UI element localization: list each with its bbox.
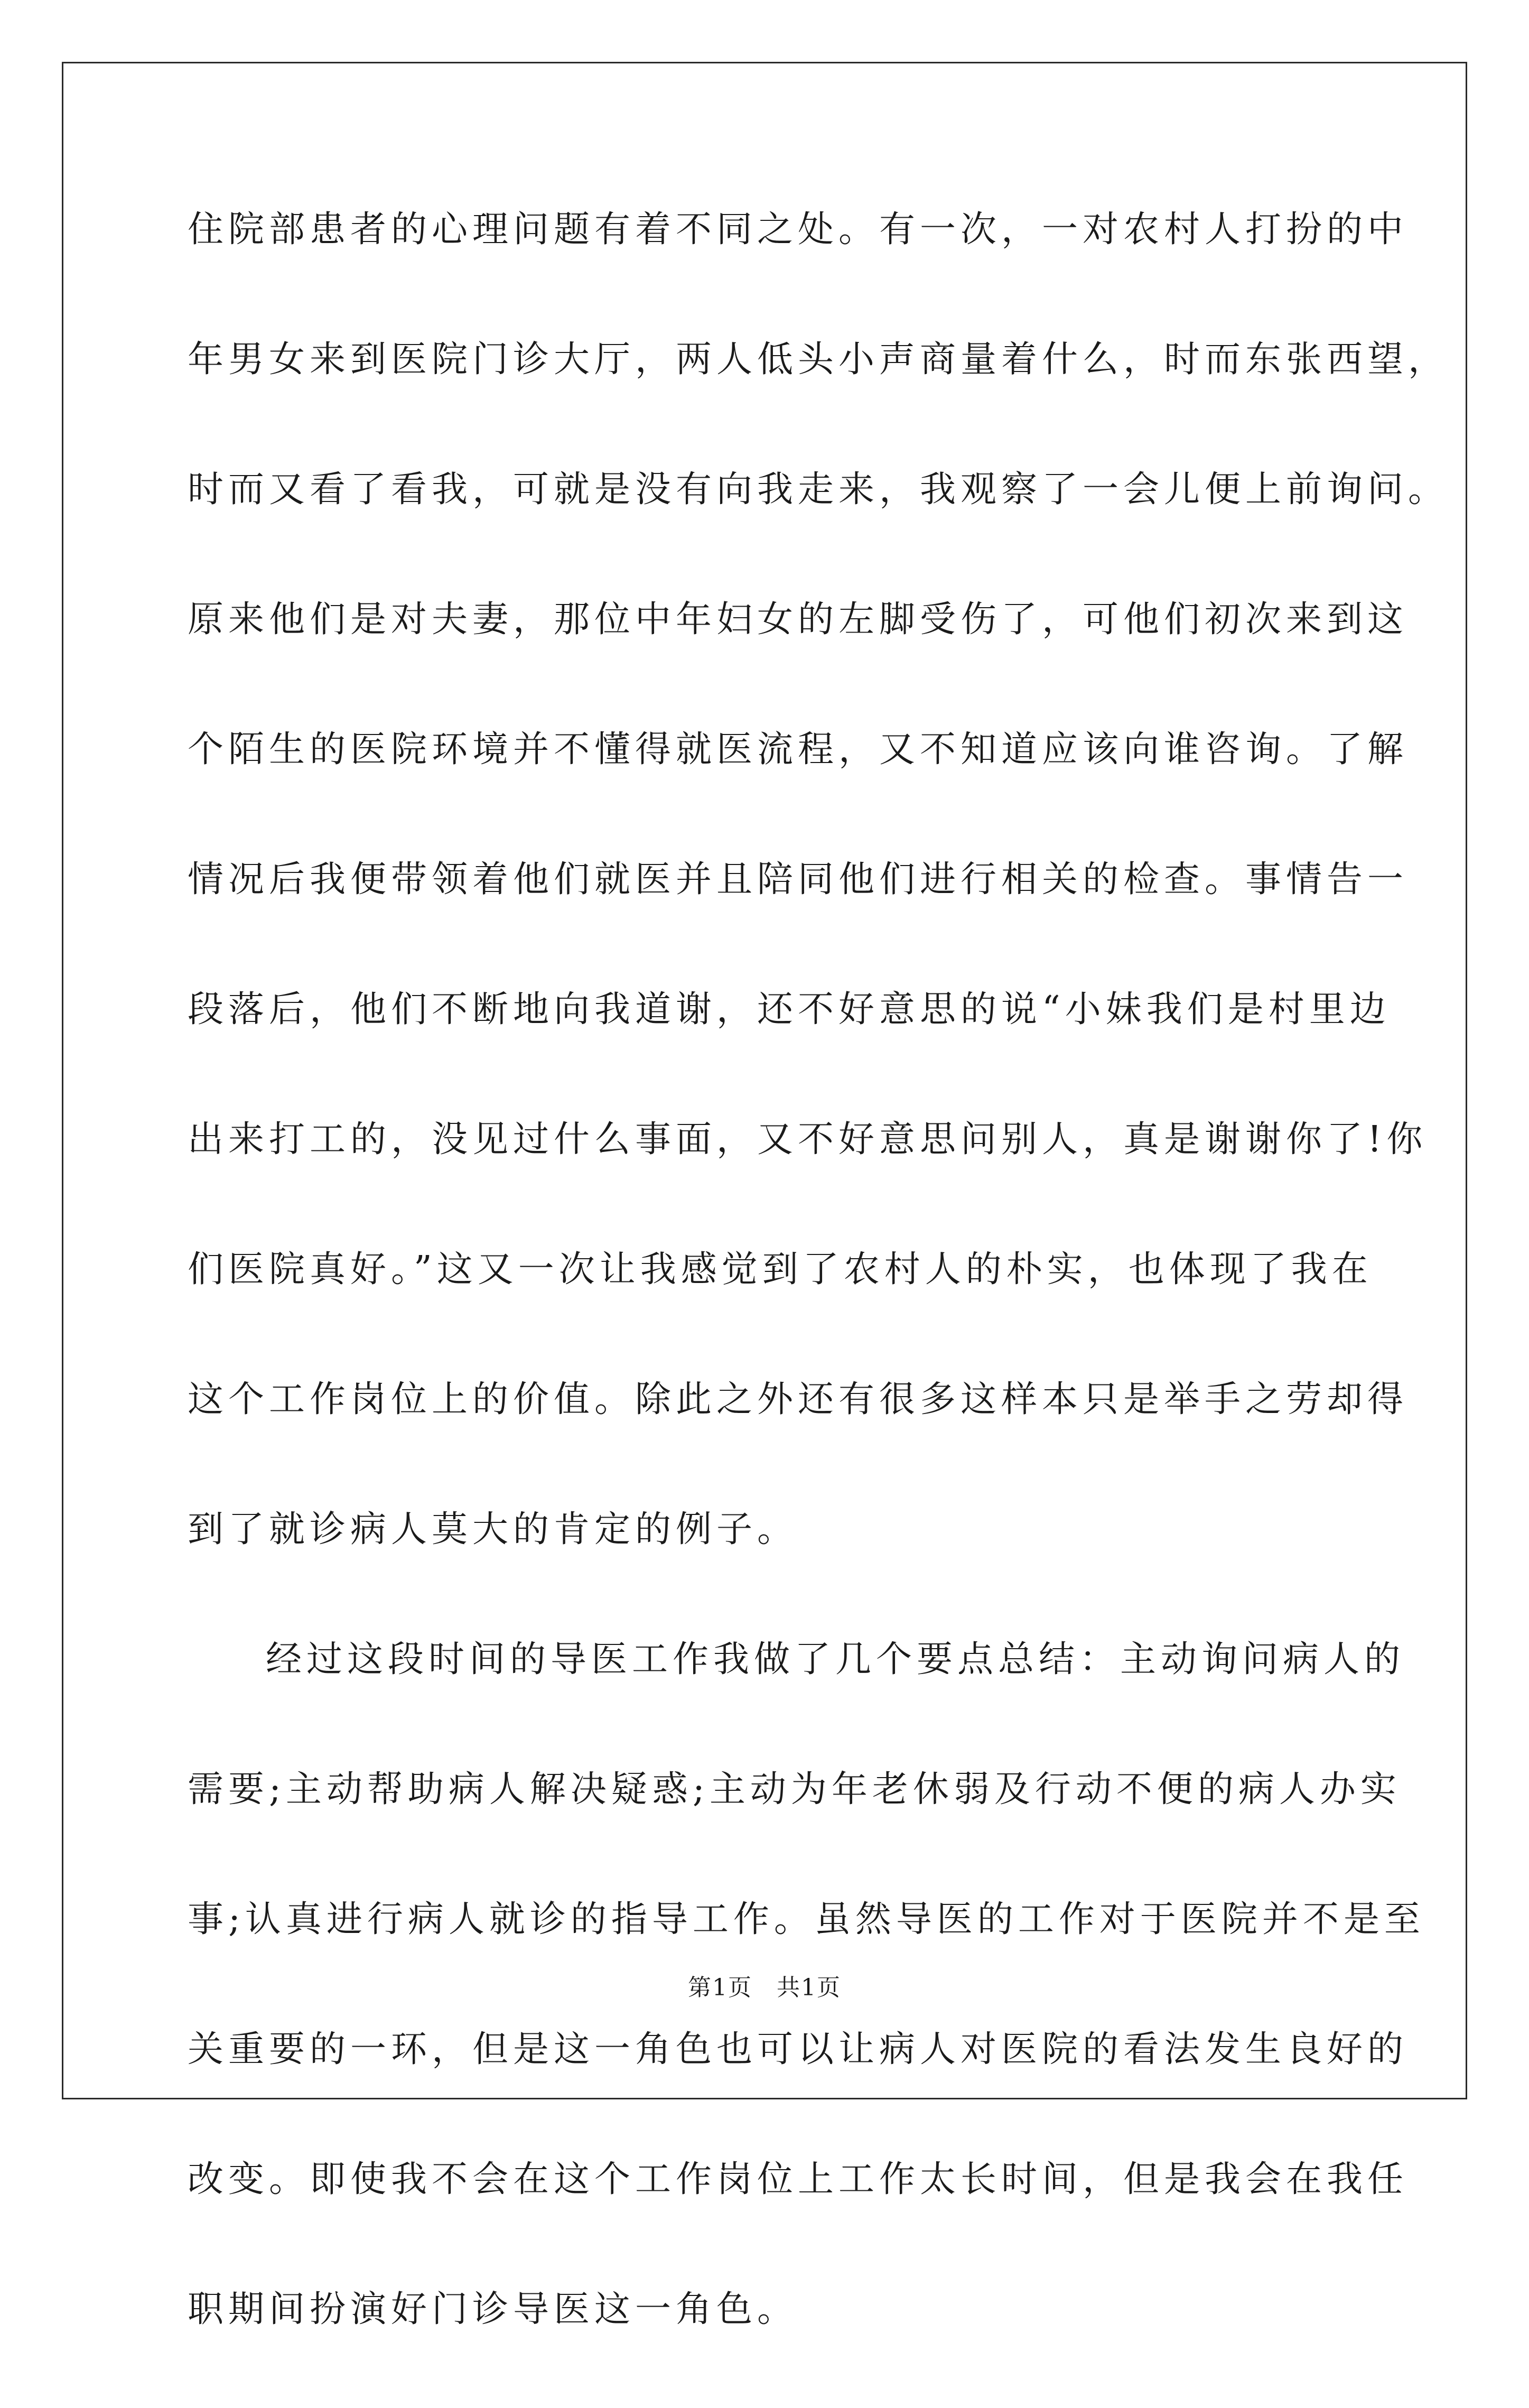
paragraph-line: 经过这段时间的导医工作我做了几个要点总结：主动询问病人的 bbox=[266, 1639, 1405, 1680]
paragraph-line: 住院部患者的心理问题有着不同之处。有一次，一对农村人打扮的中 bbox=[188, 209, 1409, 250]
paragraph-line: 年男女来到医院门诊大厅，两人低头小声商量着什么，时而东张西望， bbox=[188, 339, 1449, 380]
paragraph-line: 事;认真进行病人就诊的指导工作。虽然导医的工作对于医院并不是至 bbox=[188, 1899, 1425, 1940]
paragraph-line: 段落后，他们不断地向我道谢，还不好意思的说“小妹我们是村里边 bbox=[188, 989, 1391, 1030]
paragraph-line: 个陌生的医院环境并不懂得就医流程，又不知道应该向谁咨询。了解 bbox=[188, 729, 1409, 770]
paragraph-line: 出来打工的，没见过什么事面，又不好意思问别人，真是谢谢你了!你 bbox=[188, 1119, 1428, 1160]
paragraph-line: 改变。即使我不会在这个工作岗位上工作太长时间，但是我会在我任 bbox=[188, 2159, 1409, 2200]
paragraph-line: 职期间扮演好门诊导医这一角色。 bbox=[188, 2289, 798, 2330]
paragraph-line: 时而又看了看我，可就是没有向我走来，我观察了一会儿便上前询问。 bbox=[188, 469, 1449, 510]
paragraph-line: 这个工作岗位上的价值。除此之外还有很多这样本只是举手之劳却得 bbox=[188, 1379, 1409, 1420]
paragraph-line: 情况后我便带领着他们就医并且陪同他们进行相关的检查。事情告一 bbox=[188, 859, 1409, 900]
page-number-footer: 第1页 共1页 bbox=[688, 1974, 841, 2001]
document-body bbox=[188, 198, 1449, 2408]
paragraph-line: 关重要的一环，但是这一角色也可以让病人对医院的看法发生良好的 bbox=[188, 2029, 1409, 2070]
paragraph-line: 到了就诊病人莫大的肯定的例子。 bbox=[188, 1509, 798, 1550]
paragraph-line: 需要;主动帮助病人解决疑惑;主动为年老休弱及行动不便的病人办实 bbox=[188, 1769, 1401, 1810]
paragraph-line: 原来他们是对夫妻，那位中年妇女的左脚受伤了，可他们初次来到这 bbox=[188, 599, 1409, 640]
paragraph-line: 们医院真好。”这又一次让我感觉到了农村人的朴实，也体现了我在 bbox=[188, 1249, 1373, 1290]
